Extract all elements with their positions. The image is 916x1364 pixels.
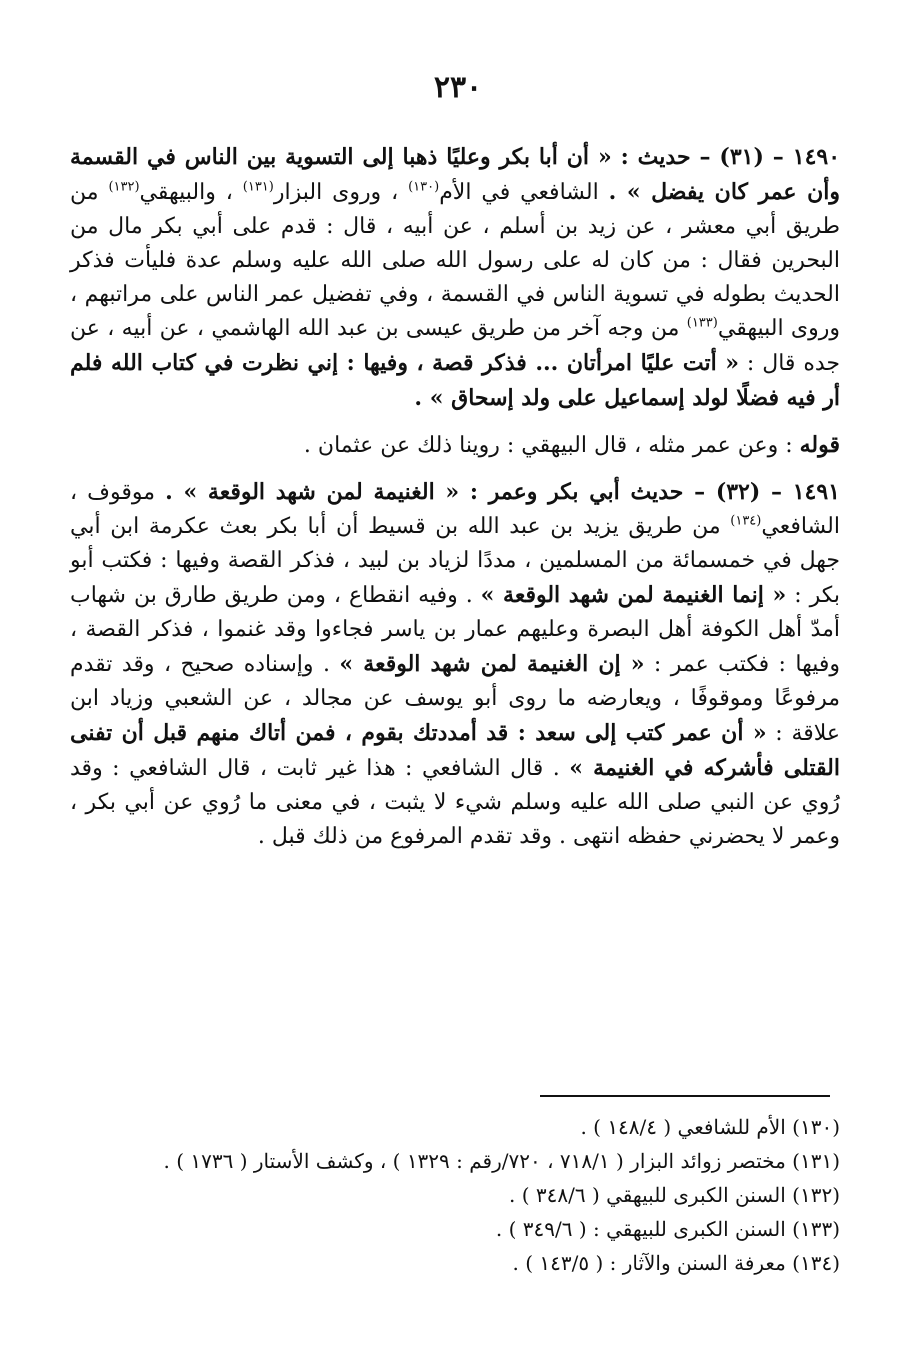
- text-span: . قال الشافعي : هذا غير ثابت ، قال الشافعي : وقد رُوي عن النبي صلى الله عليه وسلم شيء لا يثبت ، في معنى ما رُوي عن أبي بكر ، وعمر لا يحضرني حفظه انتهى . وقد تقدم المرفوع من ذلك قبل .: [70, 756, 840, 849]
- hadith-1490: [70, 140, 840, 416]
- text-span: : وعن عمر مثله ، قال البيهقي : روينا ذلك عن عثمان .: [303, 433, 800, 458]
- text-span: ، وروى البزار: [273, 180, 409, 205]
- quote-bold: « إنما الغنيمة لمن شهد الوقعة »: [480, 582, 787, 608]
- text-span: ، والبيهقي: [139, 180, 243, 205]
- quote-bold: « أن عمر كتب إلى سعد : قد أمددتك بقوم ، فمن أتاك منهم قبل أن تفنى القتلى فأشركه في الغنيمة »: [70, 720, 840, 781]
- hadith-1491: [70, 475, 840, 854]
- footnote: (١٣٤) معرفة السنن والآثار : ( ١٤٣/٥ ) .: [512, 1251, 840, 1275]
- text-span: . وفيه انقطاع ، ومن طريق طارق بن شهاب أمدّ أهل الكوفة أهل البصرة وعليهم عمار بن ياسر فجاءوا وقد غنموا ، فذكر القصة ، وفيها : فكتب عمر :: [70, 583, 841, 677]
- footnote-ref: (١٣٤): [730, 513, 762, 529]
- quote-bold: « إن الغنيمة لمن شهد الوقعة »: [339, 651, 645, 677]
- footnote-ref: (١٣٣): [686, 315, 718, 331]
- footnote: (١٣٢) السنن الكبرى للبيهقي ( ٣٤٨/٦ ) .: [509, 1183, 840, 1207]
- footnote: (١٣٣) السنن الكبرى للبيهقي : ( ٣٤٩/٦ ) .: [495, 1217, 840, 1241]
- hadith-heading: ١٤٩١ – (٣٢) – حديث أبي بكر وعمر : « الغنيمة لمن شهد الوقعة » .: [165, 479, 840, 505]
- text-span: من طريق يزيد بن عبد الله بن قسيط أن أبا بكر بعث عكرمة ابن أبي جهل في خمسمائة من المسلمين ، مددًا لزياد بن لبيد ، فذكر القصة وفيها : فكتب أبو بكر :: [70, 514, 840, 608]
- footnote-divider: [540, 1095, 830, 1097]
- footnotes: [70, 1110, 840, 1280]
- footnote: (١٣٠) الأم للشافعي ( ١٤٨/٤ ) .: [580, 1115, 840, 1139]
- footnote-ref: (١٣٢): [108, 179, 140, 195]
- footnote-ref: (١٣١): [242, 179, 274, 195]
- text-span: من طريق أبي معشر ، عن زيد بن أسلم ، عن أبيه ، قال : قدم على أبي بكر مال من البحرين فقال : من كان له على رسول الله صلى الله عليه وسلم عدة فليأت فذكر الحديث بطوله في تسوية الناس في القسمة ، وفي تفضيل عمر الناس على مراتبهم ، وروى البيهقي: [70, 180, 840, 341]
- text-span: من وجه آخر من طريق عيسى بن عبد الله الهاشمي ، عن أبيه ، عن جده قال :: [70, 316, 840, 376]
- text-span: . وإسناده صحيح ، وقد تقدم مرفوعًا وموقوفًا ، ويعارضه ما روى أبو يوسف عن مجالد ، عن الشعبي وزياد ابن علاقة :: [70, 652, 841, 746]
- quote-bold: « أتت عليًا امرأتان ... فذكر قصة ، وفيها : إني نظرت في كتاب الله فلم أر فيه فضلًا لولد إسماعيل على ولد إسحاق » .: [70, 350, 840, 411]
- text-span: الشافعي في الأم: [439, 180, 609, 205]
- footnote-ref: (١٣٠): [408, 179, 440, 195]
- qawluhu-label: قوله: [799, 432, 840, 458]
- qawluhu-paragraph: [70, 428, 840, 463]
- main-text: [70, 140, 840, 866]
- text-span: موقوف ، الشافعي: [70, 480, 840, 539]
- page-number: ٢٣٠: [433, 70, 483, 105]
- hadith-heading: ١٤٩٠ – (٣١) – حديث : « أن أبا بكر وعليًا ذهبا إلى التسوية بين الناس في القسمة وأن عمر كان يفضل » .: [70, 144, 841, 205]
- footnote: (١٣١) مختصر زوائد البزار ( ٧١٨/١ ، ٧٢٠/رقم : ١٣٢٩ ) ، وكشف الأستار ( ١٧٣٦ ) .: [163, 1149, 840, 1173]
